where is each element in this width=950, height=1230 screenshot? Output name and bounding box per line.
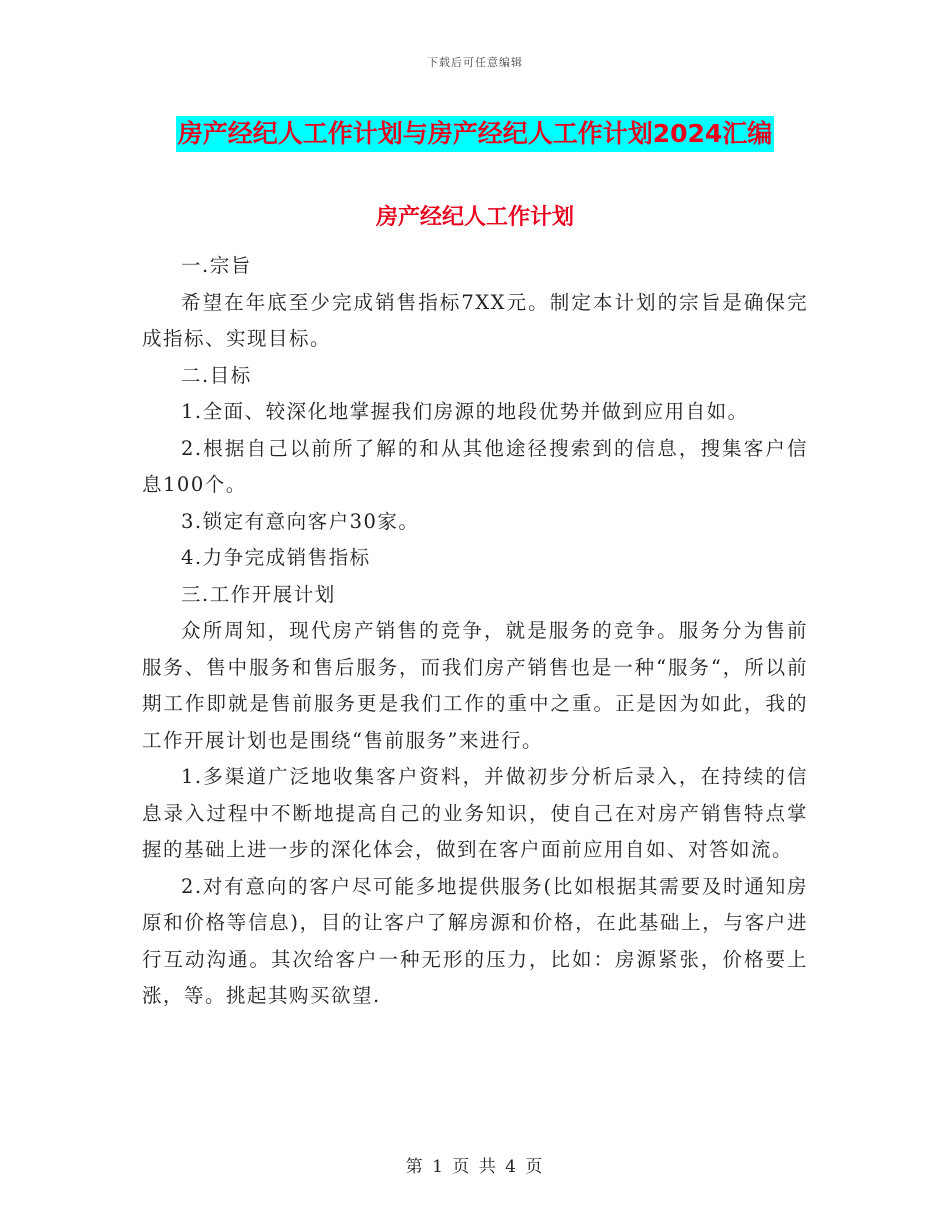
- goal-item-1: 1.全面、较深化地掌握我们房源的地段优势并做到应用自如。: [181, 400, 749, 423]
- work-plan-item-2: 2.对有意向的客户尽可能多地提供服务(比如根据其需要及时通知房原和价格等信息)，目的让客户了解房源和价格，在此基础上，与客户进行互动沟通。其次给客户一种无形的压力，比如：房源紧张，价格要上涨，等。挑起其购买欲望.: [142, 874, 808, 1007]
- heading-work-plan: 三.工作开展计划: [181, 582, 336, 606]
- paragraph-purpose: 希望在年底至少完成销售指标7XX元。制定本计划的宗旨是确保完成指标、实现目标。: [142, 290, 808, 350]
- heading-goals: 二.目标: [181, 363, 252, 387]
- goal-item-4: 4.力争完成销售指标: [181, 546, 371, 569]
- paragraph-work-plan-intro: 众所周知，现代房产销售的竞争，就是服务的竞争。服务分为售前服务、售中服务和售后服务，而我们房产销售也是一种“服务“，所以前期工作即就是售前服务更是我们工作的重中之重。正是因为如此，我的工作开展计划也是围绕“售前服务”来进行。: [142, 619, 808, 752]
- work-plan-item-1: 1.多渠道广泛地收集客户资料，并做初步分析后录入，在持续的信息录入过程中不断地提高自己的业务知识，使自己在对房产销售特点掌握的基础上进一步的深化体会，做到在客户面前应用自如、对答如流。: [142, 765, 808, 861]
- goal-item-2: 2.根据自己以前所了解的和从其他途径搜索到的信息，搜集客户信息100个。: [142, 436, 808, 496]
- header-note: 下载后可任意编辑: [427, 56, 523, 69]
- goal-item-3: 3.锁定有意向客户30家。: [181, 509, 420, 533]
- heading-purpose: 一.宗旨: [181, 254, 252, 277]
- page-number-footer: 第 1 页 共 4 页: [405, 1157, 545, 1177]
- section-title: 房产经纪人工作计划: [375, 205, 574, 230]
- document-body: [142, 248, 808, 1015]
- document-title: [0, 112, 950, 152]
- document-title-text: 房产经纪人工作计划与房产经纪人工作计划2024汇编: [176, 116, 775, 152]
